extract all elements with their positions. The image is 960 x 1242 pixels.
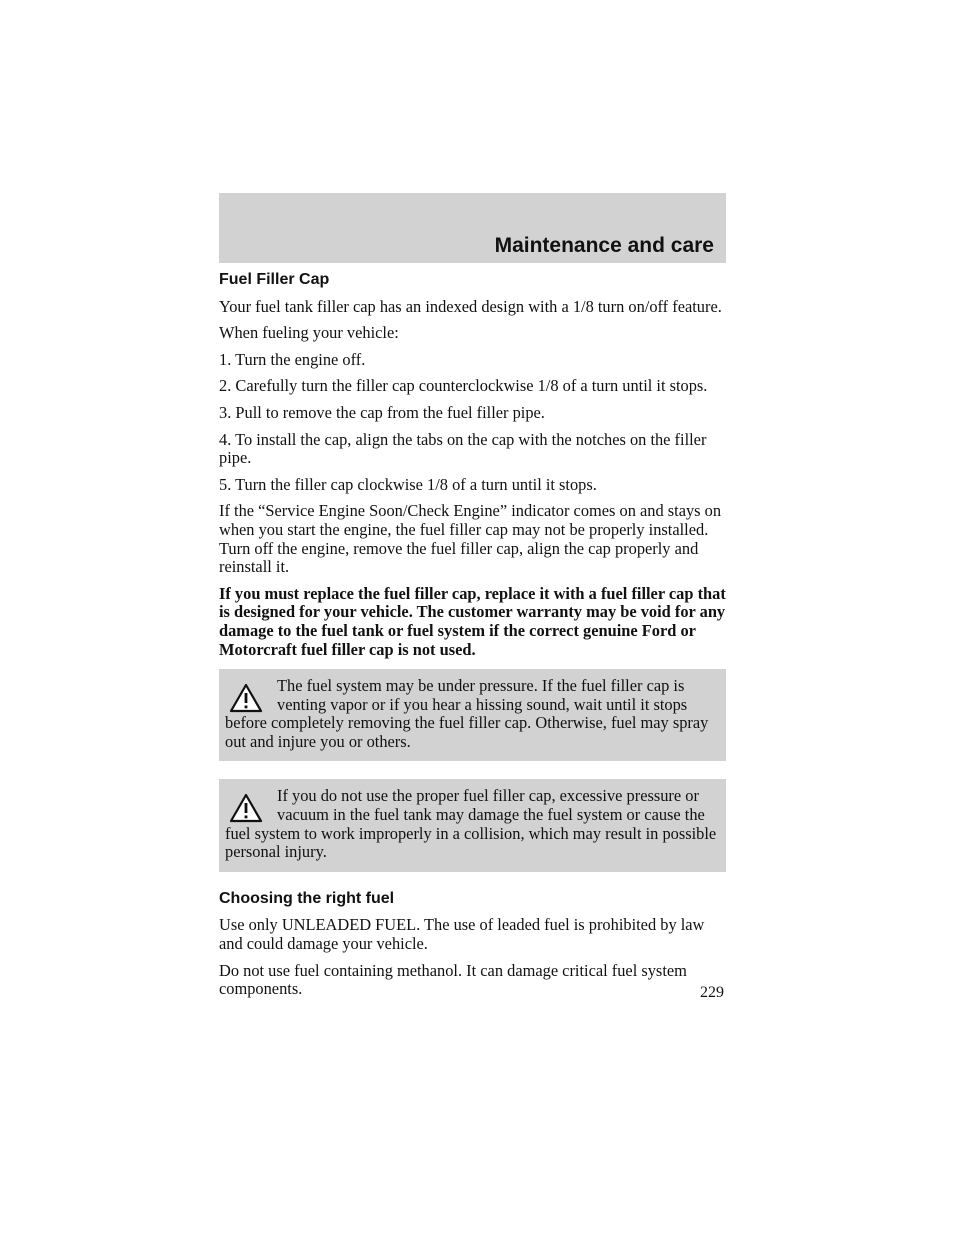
page-title: Maintenance and care	[494, 234, 714, 257]
choosing-fuel-heading: Choosing the right fuel	[219, 889, 395, 907]
step-1: 1. Turn the engine off.	[219, 349, 366, 369]
replacement-note: If you must replace the fuel filler cap, replace it with a fuel filler cap that is designed for your vehicle. The customer warranty may be void for any damage to the fuel tank or fuel system if the correct genuine Ford or Motorcraft fuel filler cap is not used.	[219, 583, 726, 659]
methanol-paragraph: Do not use fuel containing methanol. It can damage critical fuel system components.	[219, 960, 687, 999]
warning-text: If you do not use the proper fuel filler cap, excessive pressure or vacuum in the fuel tank may damage the fuel system or cause the fuel system to work improperly in a collision, which may result in possible personal injury.	[225, 786, 717, 862]
warning-triangle-icon	[229, 793, 263, 823]
step-5: 5. Turn the filler cap clockwise 1/8 of a turn until it stops.	[219, 474, 597, 494]
warning-text: The fuel system may be under pressure. If the fuel filler cap is venting vapor or if you hear a hissing sound, wait until it stops before completely removing the fuel filler cap. Otherwise, fuel may spray out and injure you or others.	[225, 676, 709, 751]
page-number: 229	[700, 984, 724, 1001]
step-2: 2. Carefully turn the filler cap counterclockwise 1/8 of a turn until it stops.	[219, 376, 708, 396]
intro-paragraph: Your fuel tank filler cap has an indexed design with a 1/8 turn on/off feature.	[219, 296, 722, 316]
section-header	[219, 193, 726, 263]
warning-box-pressure	[219, 669, 726, 761]
warning-box-improper-cap	[219, 779, 726, 871]
step-3: 3. Pull to remove the cap from the fuel filler pipe.	[219, 402, 545, 422]
page-content	[219, 271, 726, 1007]
lead-paragraph: When fueling your vehicle:	[219, 323, 399, 343]
unleaded-paragraph: Use only UNLEADED FUEL. The use of leaded fuel is prohibited by law and could damage your vehicle.	[219, 915, 705, 954]
fuel-filler-cap-heading: Fuel Filler Cap	[219, 271, 330, 288]
step-4: 4. To install the cap, align the tabs on the cap with the notches on the filler pipe.	[219, 429, 707, 468]
warning-triangle-icon	[229, 683, 263, 713]
indicator-note: If the “Service Engine Soon/Check Engine” indicator comes on and stays on when you start the engine, the fuel filler cap may not be properly installed. Turn off the engine, remove the fuel filler cap, align the cap properly and reinstall it.	[219, 501, 722, 577]
